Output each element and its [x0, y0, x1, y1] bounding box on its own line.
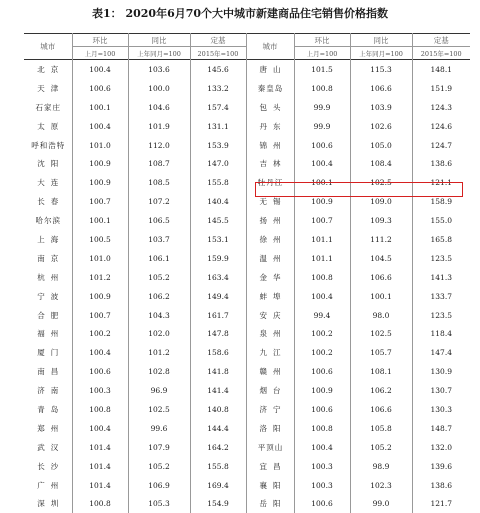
mom-value-right: 100.3: [294, 457, 350, 476]
mom-value-right: 100.2: [294, 343, 350, 362]
table-row: [24, 79, 470, 98]
table-row: [24, 324, 470, 343]
base-value-right: 121.1: [412, 173, 470, 192]
city-right: 岳阳: [246, 494, 294, 513]
city-right: 无锡: [246, 192, 294, 211]
base-sub-left: 2015年=100: [190, 47, 246, 60]
base-value-right: 155.0: [412, 211, 470, 230]
city-right: 扬州: [246, 211, 294, 230]
base-value-left: 140.8: [190, 400, 246, 419]
mom-value-right: 100.7: [294, 211, 350, 230]
city-right: 赣州: [246, 362, 294, 381]
yoy-value-right: 102.3: [350, 476, 412, 495]
mom-value-right: 100.9: [294, 381, 350, 400]
city-right: 丹东: [246, 117, 294, 136]
base-value-left: 154.9: [190, 494, 246, 513]
mom-sub-right: 上月=100: [294, 47, 350, 60]
mom-value-left: 100.4: [72, 419, 128, 438]
city-left: 天津: [24, 79, 72, 98]
mom-value-right: 100.8: [294, 268, 350, 287]
yoy-value-left: 101.9: [128, 117, 190, 136]
city-right: 徐州: [246, 230, 294, 249]
city-right: 金华: [246, 268, 294, 287]
city-left: 福州: [24, 324, 72, 343]
base-value-right: 158.9: [412, 192, 470, 211]
base-value-right: 139.6: [412, 457, 470, 476]
yoy-value-left: 96.9: [128, 381, 190, 400]
mom-value-right: 101.1: [294, 230, 350, 249]
city-left: 长春: [24, 192, 72, 211]
table-row: [24, 476, 470, 495]
city-left: 青岛: [24, 400, 72, 419]
mom-value-left: 100.5: [72, 230, 128, 249]
yoy-value-right: 105.7: [350, 343, 412, 362]
base-value-right: 123.5: [412, 249, 470, 268]
mom-value-left: 100.2: [72, 324, 128, 343]
base-value-left: 157.4: [190, 98, 246, 117]
yoy-value-right: 104.5: [350, 249, 412, 268]
base-value-left: 141.8: [190, 362, 246, 381]
city-left: 广州: [24, 476, 72, 495]
mom-value-right: 101.5: [294, 60, 350, 79]
mom-value-right: 99.4: [294, 306, 350, 325]
table-row: [24, 117, 470, 136]
yoy-value-right: 108.1: [350, 362, 412, 381]
mom-value-right: 100.6: [294, 400, 350, 419]
yoy-value-right: 105.8: [350, 419, 412, 438]
yoy-value-right: 106.6: [350, 268, 412, 287]
yoy-value-right: 106.6: [350, 79, 412, 98]
table-row: [24, 343, 470, 362]
table-row: [24, 306, 470, 325]
base-value-left: 169.4: [190, 476, 246, 495]
base-value-right: 130.7: [412, 381, 470, 400]
table-row: [24, 249, 470, 268]
city-left: 济南: [24, 381, 72, 400]
base-value-right: 123.5: [412, 306, 470, 325]
yoy-value-left: 103.7: [128, 230, 190, 249]
base-value-left: 159.9: [190, 249, 246, 268]
base-value-left: 145.5: [190, 211, 246, 230]
yoy-value-left: 104.3: [128, 306, 190, 325]
city-header-right: 城市: [246, 34, 294, 60]
base-value-right: 138.6: [412, 154, 470, 173]
mom-value-left: 100.4: [72, 343, 128, 362]
table-row: [24, 438, 470, 457]
yoy-value-right: 102.5: [350, 173, 412, 192]
base-value-left: 158.6: [190, 343, 246, 362]
city-right: 九江: [246, 343, 294, 362]
mom-header-left: 环比: [72, 34, 128, 47]
yoy-value-left: 107.2: [128, 192, 190, 211]
base-value-right: 124.3: [412, 98, 470, 117]
mom-value-right: 100.1: [294, 173, 350, 192]
mom-value-right: 100.9: [294, 192, 350, 211]
city-left: 郑州: [24, 419, 72, 438]
yoy-value-left: 106.9: [128, 476, 190, 495]
mom-value-left: 101.4: [72, 476, 128, 495]
city-right: 宜昌: [246, 457, 294, 476]
yoy-value-right: 108.4: [350, 154, 412, 173]
base-value-right: 138.6: [412, 476, 470, 495]
yoy-value-left: 101.2: [128, 343, 190, 362]
yoy-value-right: 98.0: [350, 306, 412, 325]
city-left: 哈尔滨: [24, 211, 72, 230]
base-value-left: 145.6: [190, 60, 246, 79]
table-row: [24, 457, 470, 476]
mom-value-left: 100.7: [72, 306, 128, 325]
mom-value-right: 100.8: [294, 79, 350, 98]
base-value-right: 118.4: [412, 324, 470, 343]
mom-value-right: 99.9: [294, 117, 350, 136]
city-left: 呼和浩特: [24, 136, 72, 155]
yoy-value-right: 109.3: [350, 211, 412, 230]
base-value-right: 130.9: [412, 362, 470, 381]
city-right: 济宁: [246, 400, 294, 419]
city-left: 南昌: [24, 362, 72, 381]
mom-value-right: 101.1: [294, 249, 350, 268]
city-left: 太原: [24, 117, 72, 136]
table-row: [24, 211, 470, 230]
city-left: 杭州: [24, 268, 72, 287]
mom-sub-left: 上月=100: [72, 47, 128, 60]
base-value-left: 149.4: [190, 287, 246, 306]
table-row: [24, 173, 470, 192]
yoy-value-right: 98.9: [350, 457, 412, 476]
city-right: 秦皇岛: [246, 79, 294, 98]
mom-value-left: 100.8: [72, 494, 128, 513]
base-value-right: 124.7: [412, 136, 470, 155]
yoy-sub-right: 上年同月=100: [350, 47, 412, 60]
mom-value-left: 100.4: [72, 117, 128, 136]
yoy-value-left: 102.8: [128, 362, 190, 381]
mom-value-left: 101.4: [72, 438, 128, 457]
city-left: 厦门: [24, 343, 72, 362]
yoy-value-left: 112.0: [128, 136, 190, 155]
mom-value-right: 100.4: [294, 438, 350, 457]
base-value-right: 132.0: [412, 438, 470, 457]
base-value-left: 161.7: [190, 306, 246, 325]
city-right: 洛阳: [246, 419, 294, 438]
city-right: 平顶山: [246, 438, 294, 457]
base-value-left: 153.1: [190, 230, 246, 249]
yoy-value-right: 102.5: [350, 324, 412, 343]
base-value-left: 133.2: [190, 79, 246, 98]
yoy-value-left: 105.3: [128, 494, 190, 513]
base-value-left: 153.9: [190, 136, 246, 155]
yoy-value-left: 99.6: [128, 419, 190, 438]
mom-value-left: 101.4: [72, 457, 128, 476]
city-right: 吉林: [246, 154, 294, 173]
header-row: [24, 34, 470, 47]
mom-value-left: 100.3: [72, 381, 128, 400]
city-right: 包头: [246, 98, 294, 117]
base-value-right: 148.7: [412, 419, 470, 438]
city-left: 大连: [24, 173, 72, 192]
mom-value-right: 100.3: [294, 476, 350, 495]
base-value-left: 164.2: [190, 438, 246, 457]
mom-value-left: 100.8: [72, 400, 128, 419]
yoy-value-right: 105.2: [350, 438, 412, 457]
city-right: 泉州: [246, 324, 294, 343]
yoy-value-right: 109.0: [350, 192, 412, 211]
base-header-right: 定基: [412, 34, 470, 47]
city-left: 石家庄: [24, 98, 72, 117]
table-row: [24, 268, 470, 287]
yoy-value-left: 106.5: [128, 211, 190, 230]
table-row: [24, 60, 470, 79]
yoy-header-right: 同比: [350, 34, 412, 47]
yoy-value-left: 107.9: [128, 438, 190, 457]
table-body: [24, 60, 470, 513]
mom-value-left: 100.4: [72, 60, 128, 79]
table-row: [24, 381, 470, 400]
mom-value-left: 101.0: [72, 136, 128, 155]
mom-value-left: 100.9: [72, 154, 128, 173]
yoy-value-left: 102.5: [128, 400, 190, 419]
table-row: [24, 287, 470, 306]
city-header-left: 城市: [24, 34, 72, 60]
yoy-value-left: 106.2: [128, 287, 190, 306]
mom-value-left: 100.6: [72, 362, 128, 381]
city-right: 安庆: [246, 306, 294, 325]
base-value-left: 144.4: [190, 419, 246, 438]
price-index-table: [24, 33, 470, 513]
city-left: 宁波: [24, 287, 72, 306]
city-left: 北京: [24, 60, 72, 79]
mom-value-right: 100.4: [294, 154, 350, 173]
mom-value-right: 100.8: [294, 419, 350, 438]
table-row: [24, 192, 470, 211]
table-row: [24, 419, 470, 438]
yoy-value-right: 99.0: [350, 494, 412, 513]
base-value-right: 133.7: [412, 287, 470, 306]
mom-value-left: 101.2: [72, 268, 128, 287]
yoy-value-left: 108.5: [128, 173, 190, 192]
table-row: [24, 136, 470, 155]
yoy-value-left: 102.0: [128, 324, 190, 343]
yoy-value-left: 103.6: [128, 60, 190, 79]
city-right: 烟台: [246, 381, 294, 400]
yoy-value-left: 105.2: [128, 268, 190, 287]
base-value-left: 131.1: [190, 117, 246, 136]
city-right: 蚌埠: [246, 287, 294, 306]
base-value-left: 155.8: [190, 457, 246, 476]
mom-value-right: 99.9: [294, 98, 350, 117]
mom-value-right: 100.2: [294, 324, 350, 343]
mom-value-left: 100.1: [72, 211, 128, 230]
mom-value-left: 100.7: [72, 192, 128, 211]
yoy-value-right: 103.9: [350, 98, 412, 117]
base-value-left: 155.8: [190, 173, 246, 192]
base-value-left: 163.4: [190, 268, 246, 287]
yoy-value-right: 106.6: [350, 400, 412, 419]
yoy-value-right: 105.0: [350, 136, 412, 155]
city-right: 唐山: [246, 60, 294, 79]
yoy-sub-left: 上年同月=100: [128, 47, 190, 60]
base-value-right: 121.7: [412, 494, 470, 513]
base-header-left: 定基: [190, 34, 246, 47]
base-value-left: 141.4: [190, 381, 246, 400]
base-value-left: 147.0: [190, 154, 246, 173]
yoy-value-left: 106.1: [128, 249, 190, 268]
city-left: 长沙: [24, 457, 72, 476]
base-value-right: 141.3: [412, 268, 470, 287]
table-row: [24, 154, 470, 173]
city-left: 武汉: [24, 438, 72, 457]
mom-value-right: 100.6: [294, 362, 350, 381]
yoy-value-right: 100.1: [350, 287, 412, 306]
yoy-value-right: 106.2: [350, 381, 412, 400]
mom-value-left: 101.0: [72, 249, 128, 268]
yoy-value-right: 115.3: [350, 60, 412, 79]
base-value-right: 148.1: [412, 60, 470, 79]
mom-value-left: 100.9: [72, 173, 128, 192]
table-title: 表1： 2020年6月70个大中城市新建商品住宅销售价格指数: [0, 5, 480, 21]
yoy-value-right: 102.6: [350, 117, 412, 136]
city-left: 合肥: [24, 306, 72, 325]
yoy-value-left: 105.2: [128, 457, 190, 476]
base-value-right: 124.6: [412, 117, 470, 136]
yoy-value-left: 108.7: [128, 154, 190, 173]
table-row: [24, 230, 470, 249]
mom-header-right: 环比: [294, 34, 350, 47]
city-right: 牡丹江: [246, 173, 294, 192]
base-value-right: 147.4: [412, 343, 470, 362]
yoy-value-left: 100.0: [128, 79, 190, 98]
city-left: 深圳: [24, 494, 72, 513]
yoy-value-right: 111.2: [350, 230, 412, 249]
table-row: [24, 494, 470, 513]
base-value-right: 165.8: [412, 230, 470, 249]
mom-value-left: 100.9: [72, 287, 128, 306]
base-value-left: 140.4: [190, 192, 246, 211]
city-left: 上海: [24, 230, 72, 249]
mom-value-right: 100.4: [294, 287, 350, 306]
city-left: 沈阳: [24, 154, 72, 173]
city-left: 南京: [24, 249, 72, 268]
base-value-left: 147.8: [190, 324, 246, 343]
city-right: 锦州: [246, 136, 294, 155]
yoy-header-left: 同比: [128, 34, 190, 47]
base-value-right: 151.9: [412, 79, 470, 98]
city-right: 襄阳: [246, 476, 294, 495]
yoy-value-left: 104.6: [128, 98, 190, 117]
table-row: [24, 362, 470, 381]
mom-value-right: 100.6: [294, 136, 350, 155]
table-row: [24, 98, 470, 117]
base-value-right: 130.3: [412, 400, 470, 419]
mom-value-left: 100.6: [72, 79, 128, 98]
table-row: [24, 400, 470, 419]
base-sub-right: 2015年=100: [412, 47, 470, 60]
mom-value-right: 100.6: [294, 494, 350, 513]
city-right: 温州: [246, 249, 294, 268]
mom-value-left: 100.1: [72, 98, 128, 117]
